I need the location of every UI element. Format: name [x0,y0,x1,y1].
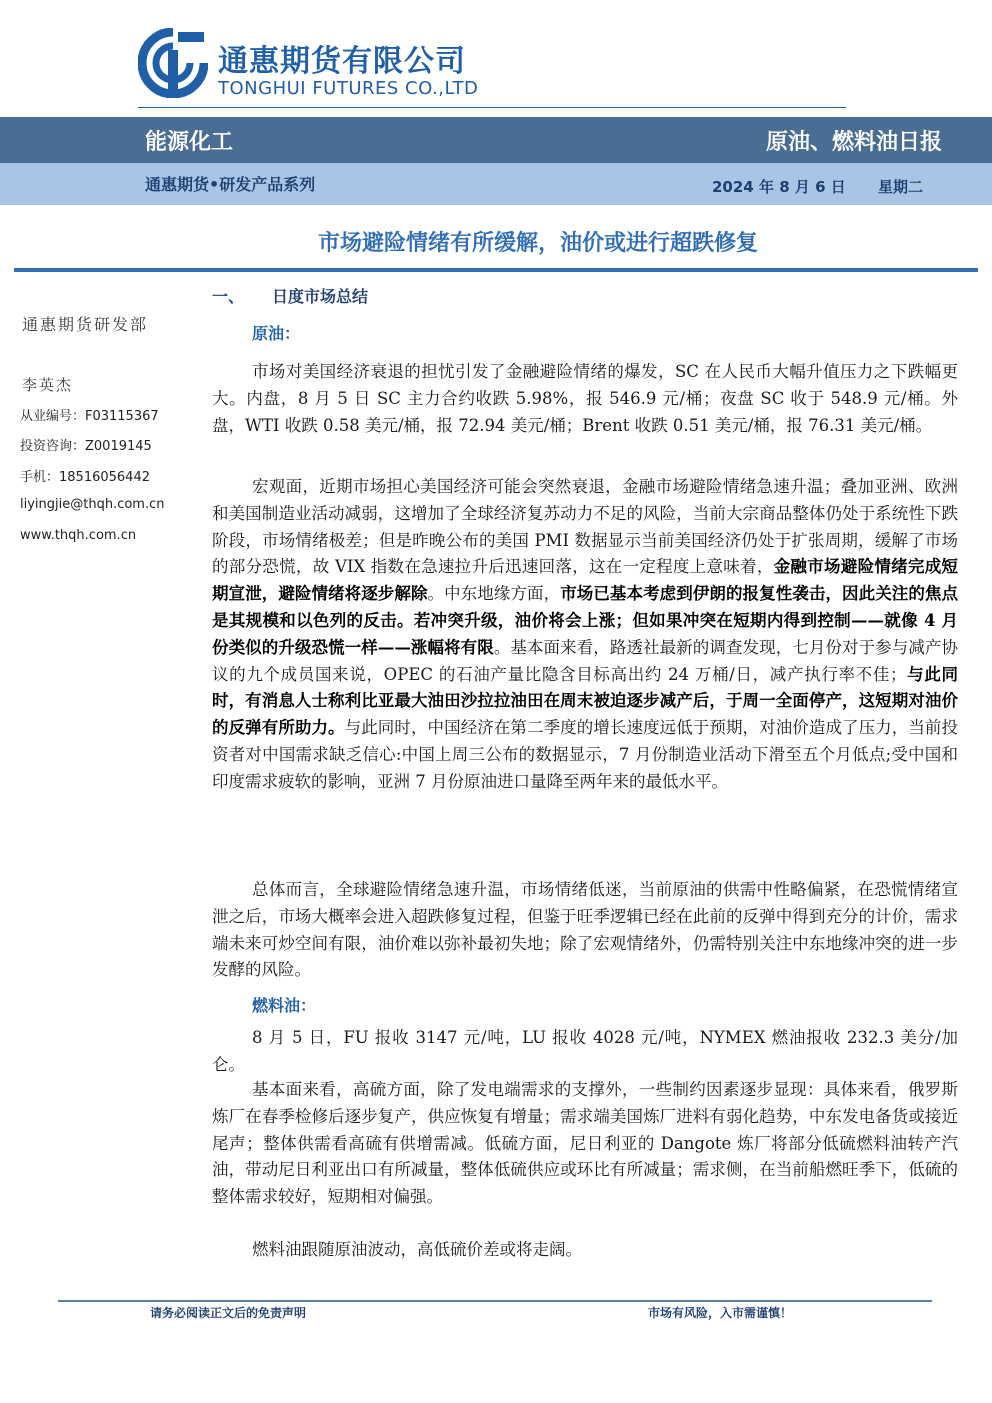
footer-divider [58,1300,932,1302]
crude-paragraph-1: 市场对美国经济衰退的担忧引发了金融避险情绪的爆发，SC 在人民币大幅升值压力之下跌幅更大。内盘，8 月 5 日 SC 主力合约收跌 5.98%，报 546.9 元/桶；夜盘 SC 收于 548.9 元/桶。外盘，WTI 收跌 0.58 美元/桶，报 72.94 美元/桶；Brent 收跌 0.51 美元/桶，报 76.31 美元/桶。 [212,362,958,435]
fuel-paragraph-2: 基本面来看，高硫方面，除了发电端需求的支撑外，一些制约因素逐步显现：具体来看，俄罗斯炼厂在春季检修后逐步复产，供应恢复有增量；需求端美国炼厂进料有弱化趋势，中东发电备货或接近尾声；整体供需看高硫有供增需减。低硫方面，尼日利亚的 Dangote 炼厂将部分低硫燃料油转产汽油，带动尼日利亚出口有所减量，整体低硫供应或环比有所减量；需求侧，在当前船燃旺季下，低硫的整体需求较好，短期相对偏强。 [212,1080,958,1207]
section-title-text: 日度市场总结 [272,287,369,306]
report-date: 2024 年 8 月 6 日 [712,178,846,196]
website-link[interactable]: www.thqh.com.cn [20,528,137,543]
header-divider [138,107,846,108]
section-number: 一、 [212,287,245,306]
report-type: 原油、燃料油日报 [765,130,942,155]
analyst-name: 李英杰 [22,376,74,394]
risk-note: 市场有风险，入市需谨慎！ [648,1306,793,1320]
crude-paragraph-2 [212,474,958,796]
crude-title: 原油： [252,324,301,343]
headline-divider [14,268,978,272]
company-name-cn: 通惠期货有限公司 [218,44,466,79]
series-label: 通惠期货•研发产品系列 [145,175,316,194]
consult-number: 投资咨询：Z0019145 [20,439,152,454]
crude-paragraph-3: 总体而言，全球避险情绪急速升温，市场情绪低迷，当前原油的供需中性略偏紧，在恐慌情绪宣泄之后，市场大概率会进入超跌修复过程，但鉴于旺季逻辑已经在此前的反弹中得到充分的计价，需求端未来可炒空间有限，油价难以弥补最初失地；除了宏观情绪外，仍需特别关注中东地缘冲突的进一步发酵的风险。 [212,880,958,980]
crude-p2-text-c: 。中东地缘方面， [427,584,561,604]
headline: 市场避险情绪有所缓解，油价或进行超跌修复 [318,231,759,256]
report-weekday: 星期二 [878,178,924,196]
fuel-title: 燃料油： [252,996,317,1015]
crude-p2-highlight-3: 与此同时，有消息人士称利比亚最大油田沙拉拉油田在周末被迫逐步减产后，于周一全面停产，这短期对油价的反弹有所助力。 [212,664,959,738]
fuel-paragraph-3: 燃料油跟随原油波动，高低硫价差或将走阔。 [252,1240,582,1259]
section-title [212,284,368,307]
email-link[interactable]: liyingjie@thqh.com.cn [20,497,165,512]
sidebar-dept: 通惠期货研发部 [22,315,149,334]
tonghui-logo-icon [138,28,208,98]
sector-label: 能源化工 [145,130,234,155]
phone-number: 手机：18516056442 [20,470,150,485]
crude-p2-highlight-1: 金融市场避险情绪完成短期宣泄，避险情绪将逐步解除 [212,557,959,604]
company-name-en: TONGHUI FUTURES CO.,LTD [218,78,479,99]
crude-p2-text-g: 与此同时，中国经济在第二季度的增长速度远低于预期，对油价造成了压力，当前投资者对中国需求缺乏信心:中国上周三公布的数据显示，7 月份制造业活动下滑至五个月低点;受中国和印度需求疲软的影响，亚洲 7 月份原油进口量降至两年来的最低水平。 [212,718,959,791]
license-number: 从业编号：F03115367 [20,409,159,424]
disclaimer-note: 请务必阅读正文后的免责声明 [150,1306,307,1320]
crude-p2-text-e: 。基本面来看，路透社最新的调查发现，七月份对于参与减产协议的九个成员国来说，OPEC 的石油产量比隐含目标高出约 24 万桶/日，减产执行率不佳； [212,637,959,684]
crude-p2-text-a: 宏观面，近期市场担心美国经济可能会突然衰退，金融市场避险情绪急速升温；叠加亚洲、欧洲和美国制造业活动减弱，这增加了全球经济复苏动力不足的风险，当前大宗商品整体仍处于系统性下跌阶段，市场情绪极差；但是昨晚公布的美国 PMI 数据显示当前美国经济仍处于扩张周期，缓解了市场的部分恐慌，故 VIX 指数在急速拉升后迅速回落，这在一定程度上意味着， [212,477,958,577]
fuel-paragraph-1: 8 月 5 日，FU 报收 3147 元/吨，LU 报收 4028 元/吨，NYMEX 燃油报收 232.3 美分/加仑。 [212,1028,958,1074]
crude-p2-highlight-2: 市场已基本考虑到伊朗的报复性袭击，因此关注的焦点是其规模和以色列的反击。若冲突升级，油价将会上涨；但如果冲突在短期内得到控制——就像 4 月份类似的升级恐慌一样——涨幅将有限 [212,584,959,657]
